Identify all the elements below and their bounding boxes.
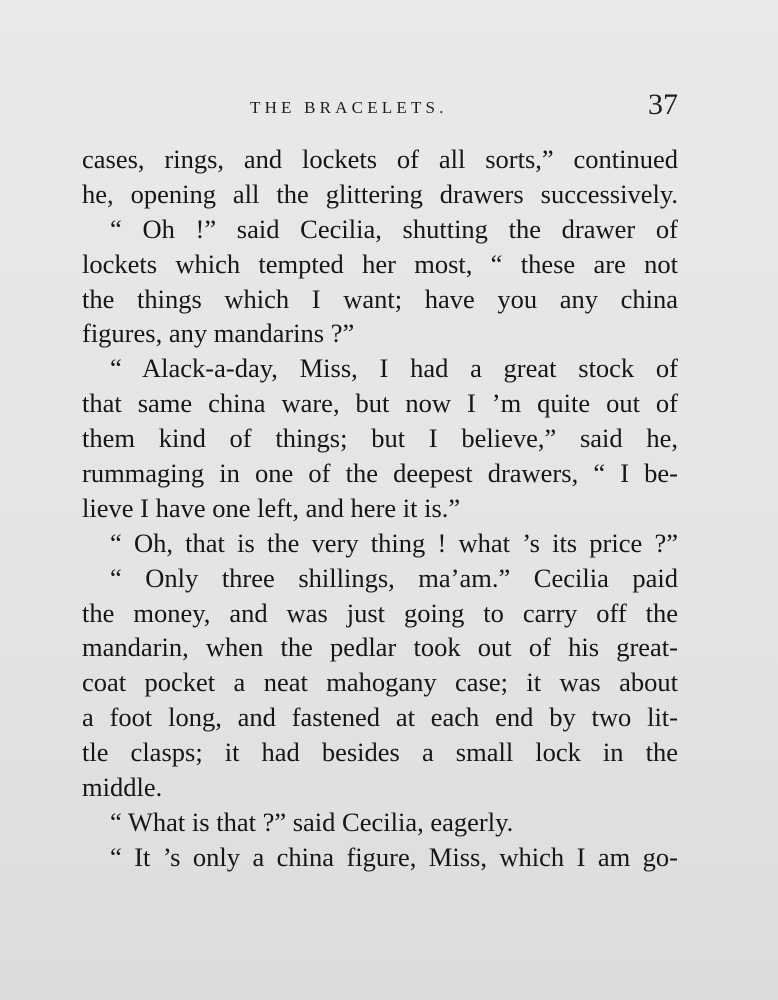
text-line: the things which I want; have you any china [82, 283, 678, 314]
text-line: tle clasps; it had besides a small lock in the [82, 737, 678, 768]
text-line: rummaging in one of the deepest drawers, “ I be- [82, 458, 678, 489]
page-header [82, 88, 678, 128]
text-line: them kind of things; but I believe,” said he, [82, 423, 678, 454]
text-line: “ Alack-a-day, Miss, I had a great stock of [110, 353, 678, 384]
text-line: coat pocket a neat mahogany case; it was about [82, 667, 678, 698]
text-line: “ Oh !” said Cecilia, shutting the drawer of [110, 213, 678, 244]
page-number: 37 [648, 88, 678, 121]
text-line: “ Oh, that is the very thing ! what ’s its price ?” [110, 527, 678, 558]
text-line: mandarin, when the pedlar took out of his great- [82, 632, 678, 663]
text-line: “ It ’s only a china figure, Miss, which I am go- [110, 841, 678, 872]
text-line: the money, and was just going to carry off the [82, 597, 678, 628]
text-line: he, opening all the glittering drawers successively. [82, 178, 678, 209]
text-line: “ Only three shillings, ma’am.” Cecilia paid [110, 562, 678, 593]
text-line: lieve I have one left, and here it is.” [82, 492, 461, 523]
text-line: lockets which tempted her most, “ these are not [82, 248, 678, 279]
body-text [82, 142, 678, 875]
text-line: figures, any mandarins ?” [82, 318, 355, 349]
text-line: that same china ware, but now I ’m quite out of [82, 388, 678, 419]
text-line: a foot long, and fastened at each end by two lit- [82, 702, 678, 733]
text-line: “ What is that ?” said Cecilia, eagerly. [110, 806, 514, 837]
running-title: THE BRACELETS. [250, 98, 448, 117]
text-line: middle. [82, 772, 163, 803]
text-line: cases, rings, and lockets of all sorts,” continued [82, 144, 678, 174]
